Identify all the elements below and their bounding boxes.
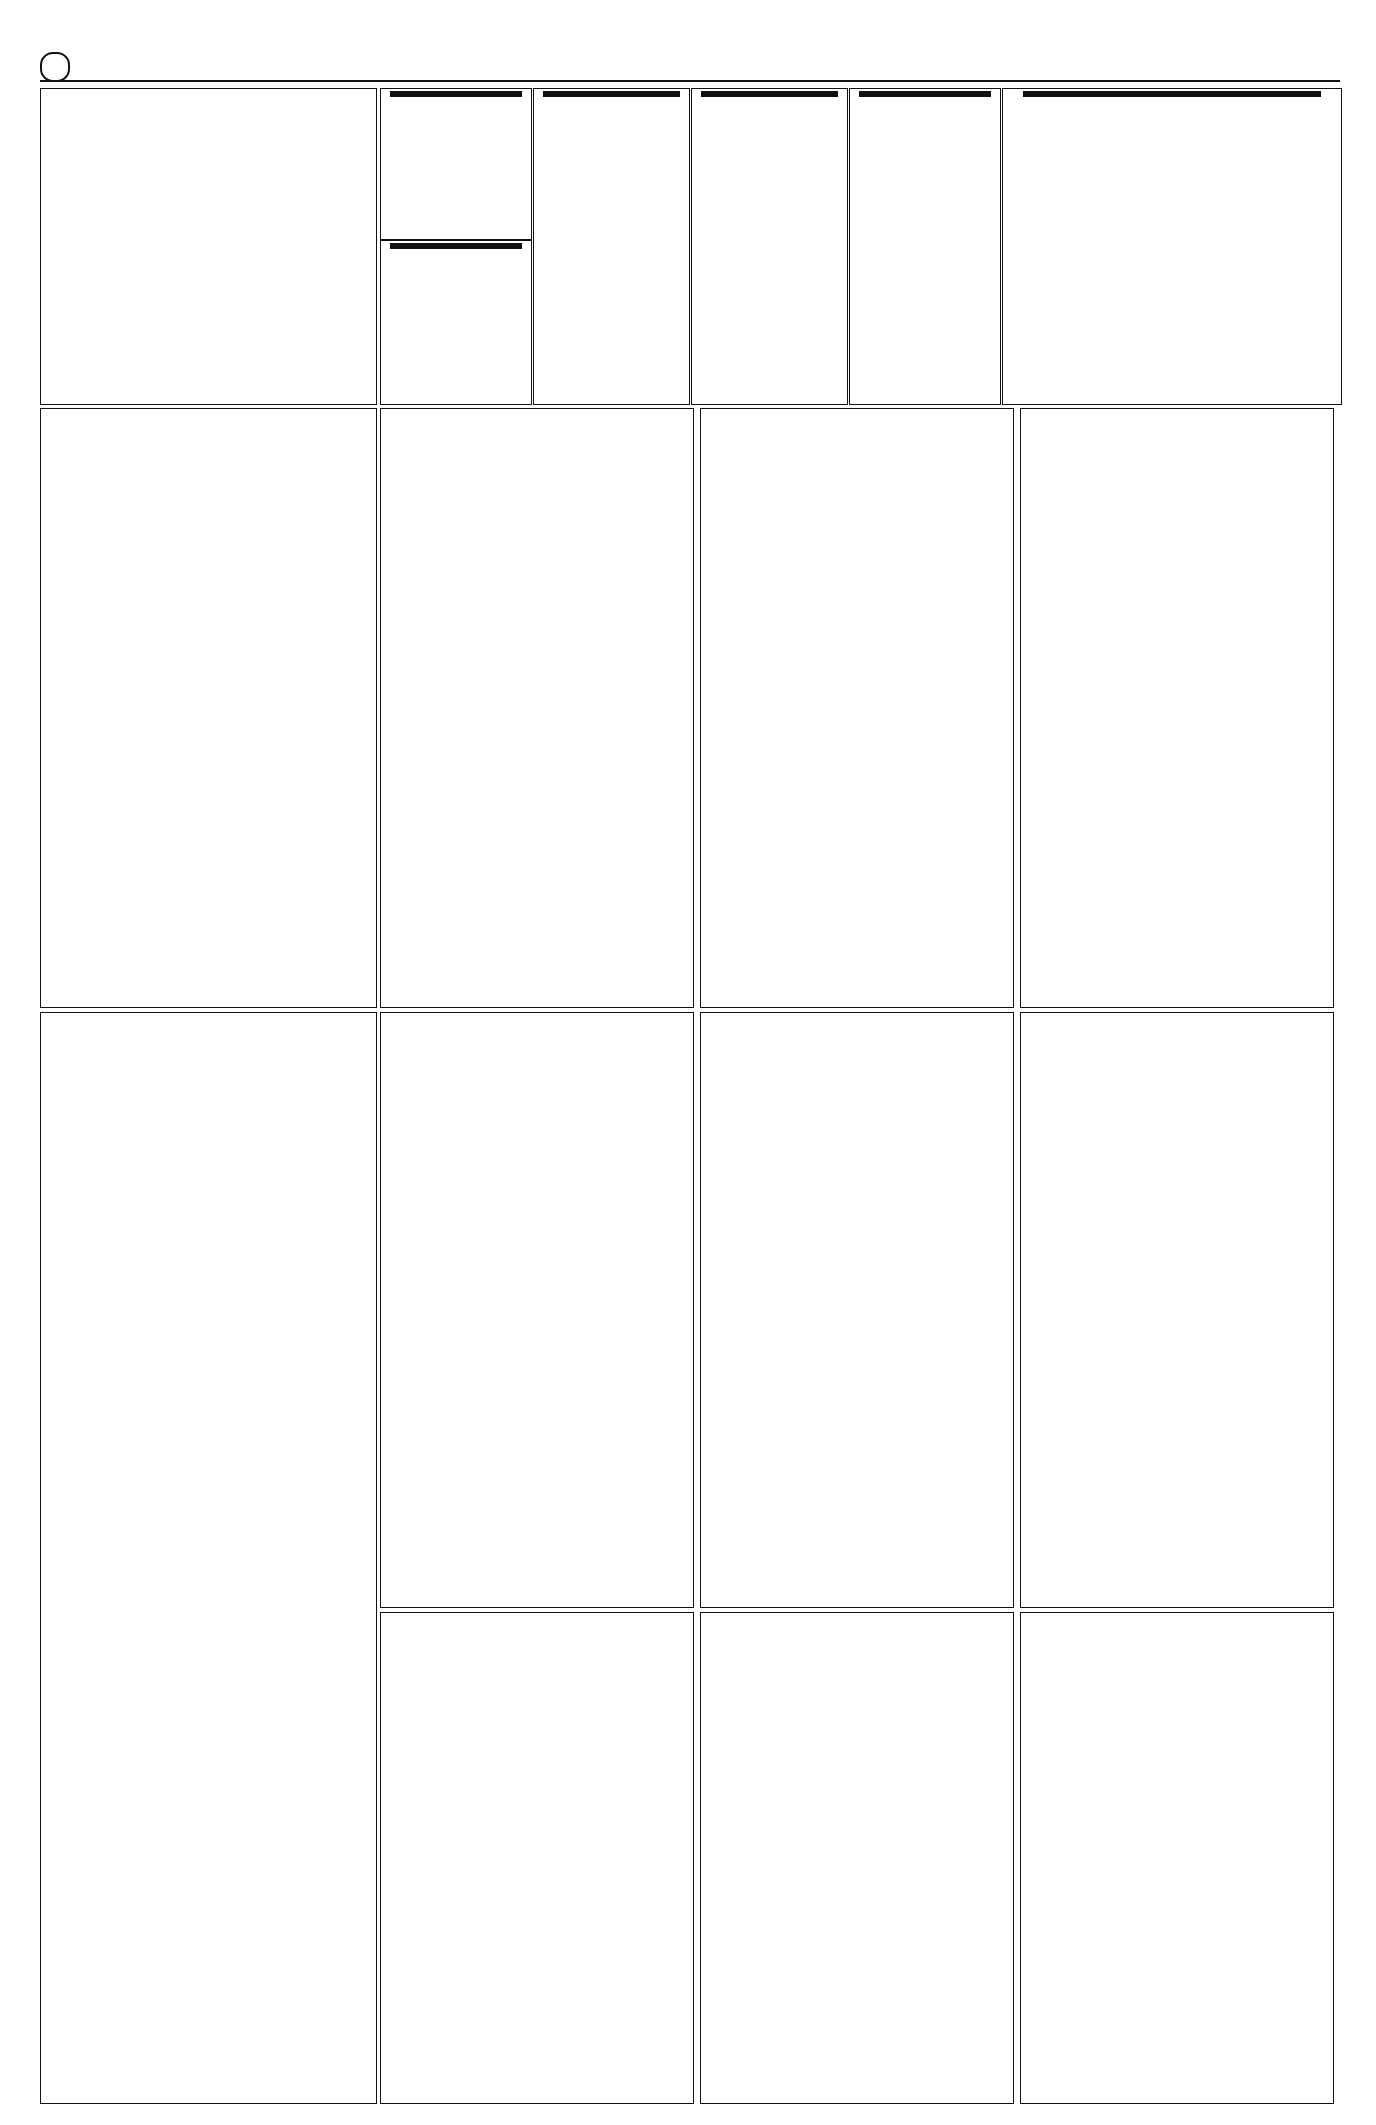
artha-rin-notice	[380, 408, 694, 1008]
notice-signature	[701, 1021, 1013, 1025]
affidavit-1	[380, 88, 532, 240]
affidavit-tag	[390, 243, 522, 249]
affidavit-3	[533, 88, 690, 405]
artha-rin-notice	[700, 1612, 1014, 2104]
affidavit-5-body	[850, 101, 1000, 105]
affidavit-3-body	[534, 101, 689, 105]
affidavit-1-body	[381, 101, 531, 105]
affidavit-tag	[701, 91, 837, 97]
legal-notice	[40, 408, 377, 1008]
notice-signature	[701, 417, 1013, 421]
artha-rin-notice	[380, 1612, 694, 2104]
affidavit-5	[849, 88, 1001, 405]
artha-rin-notice	[1020, 1012, 1334, 1608]
affidavit-tag	[859, 91, 991, 97]
notice-signature	[1021, 1621, 1333, 1625]
page-header	[40, 50, 1340, 82]
lost-notice-body	[1003, 101, 1341, 105]
affidavit-tag	[543, 91, 679, 97]
notice-1	[40, 88, 377, 405]
khulna-notice-signature	[41, 1023, 376, 1027]
notice-signature	[701, 1621, 1013, 1625]
affidavit-4-body	[692, 101, 847, 105]
artha-rin-notice	[1020, 408, 1334, 1008]
notice-signature	[381, 417, 693, 421]
affidavit-2-body	[381, 253, 531, 257]
notice-signature	[1021, 1021, 1333, 1025]
notice-1-body	[41, 95, 376, 99]
artha-rin-notice	[700, 408, 1014, 1008]
notice-signature	[381, 1021, 693, 1025]
legal-notice-signature	[41, 419, 376, 423]
affidavit-tag	[390, 91, 522, 97]
notice-signature	[1021, 417, 1333, 421]
artha-rin-notice	[1020, 1612, 1334, 2104]
affidavit-2	[380, 240, 532, 405]
page-number	[40, 52, 70, 82]
artha-rin-notice	[380, 1012, 694, 1608]
lost-notice	[1002, 88, 1342, 405]
artha-rin-notice	[700, 1012, 1014, 1608]
notice-signature	[381, 1621, 693, 1625]
khulna-notice	[40, 1012, 377, 2104]
lost-notice-tag	[1023, 91, 1320, 97]
affidavit-4	[691, 88, 848, 405]
